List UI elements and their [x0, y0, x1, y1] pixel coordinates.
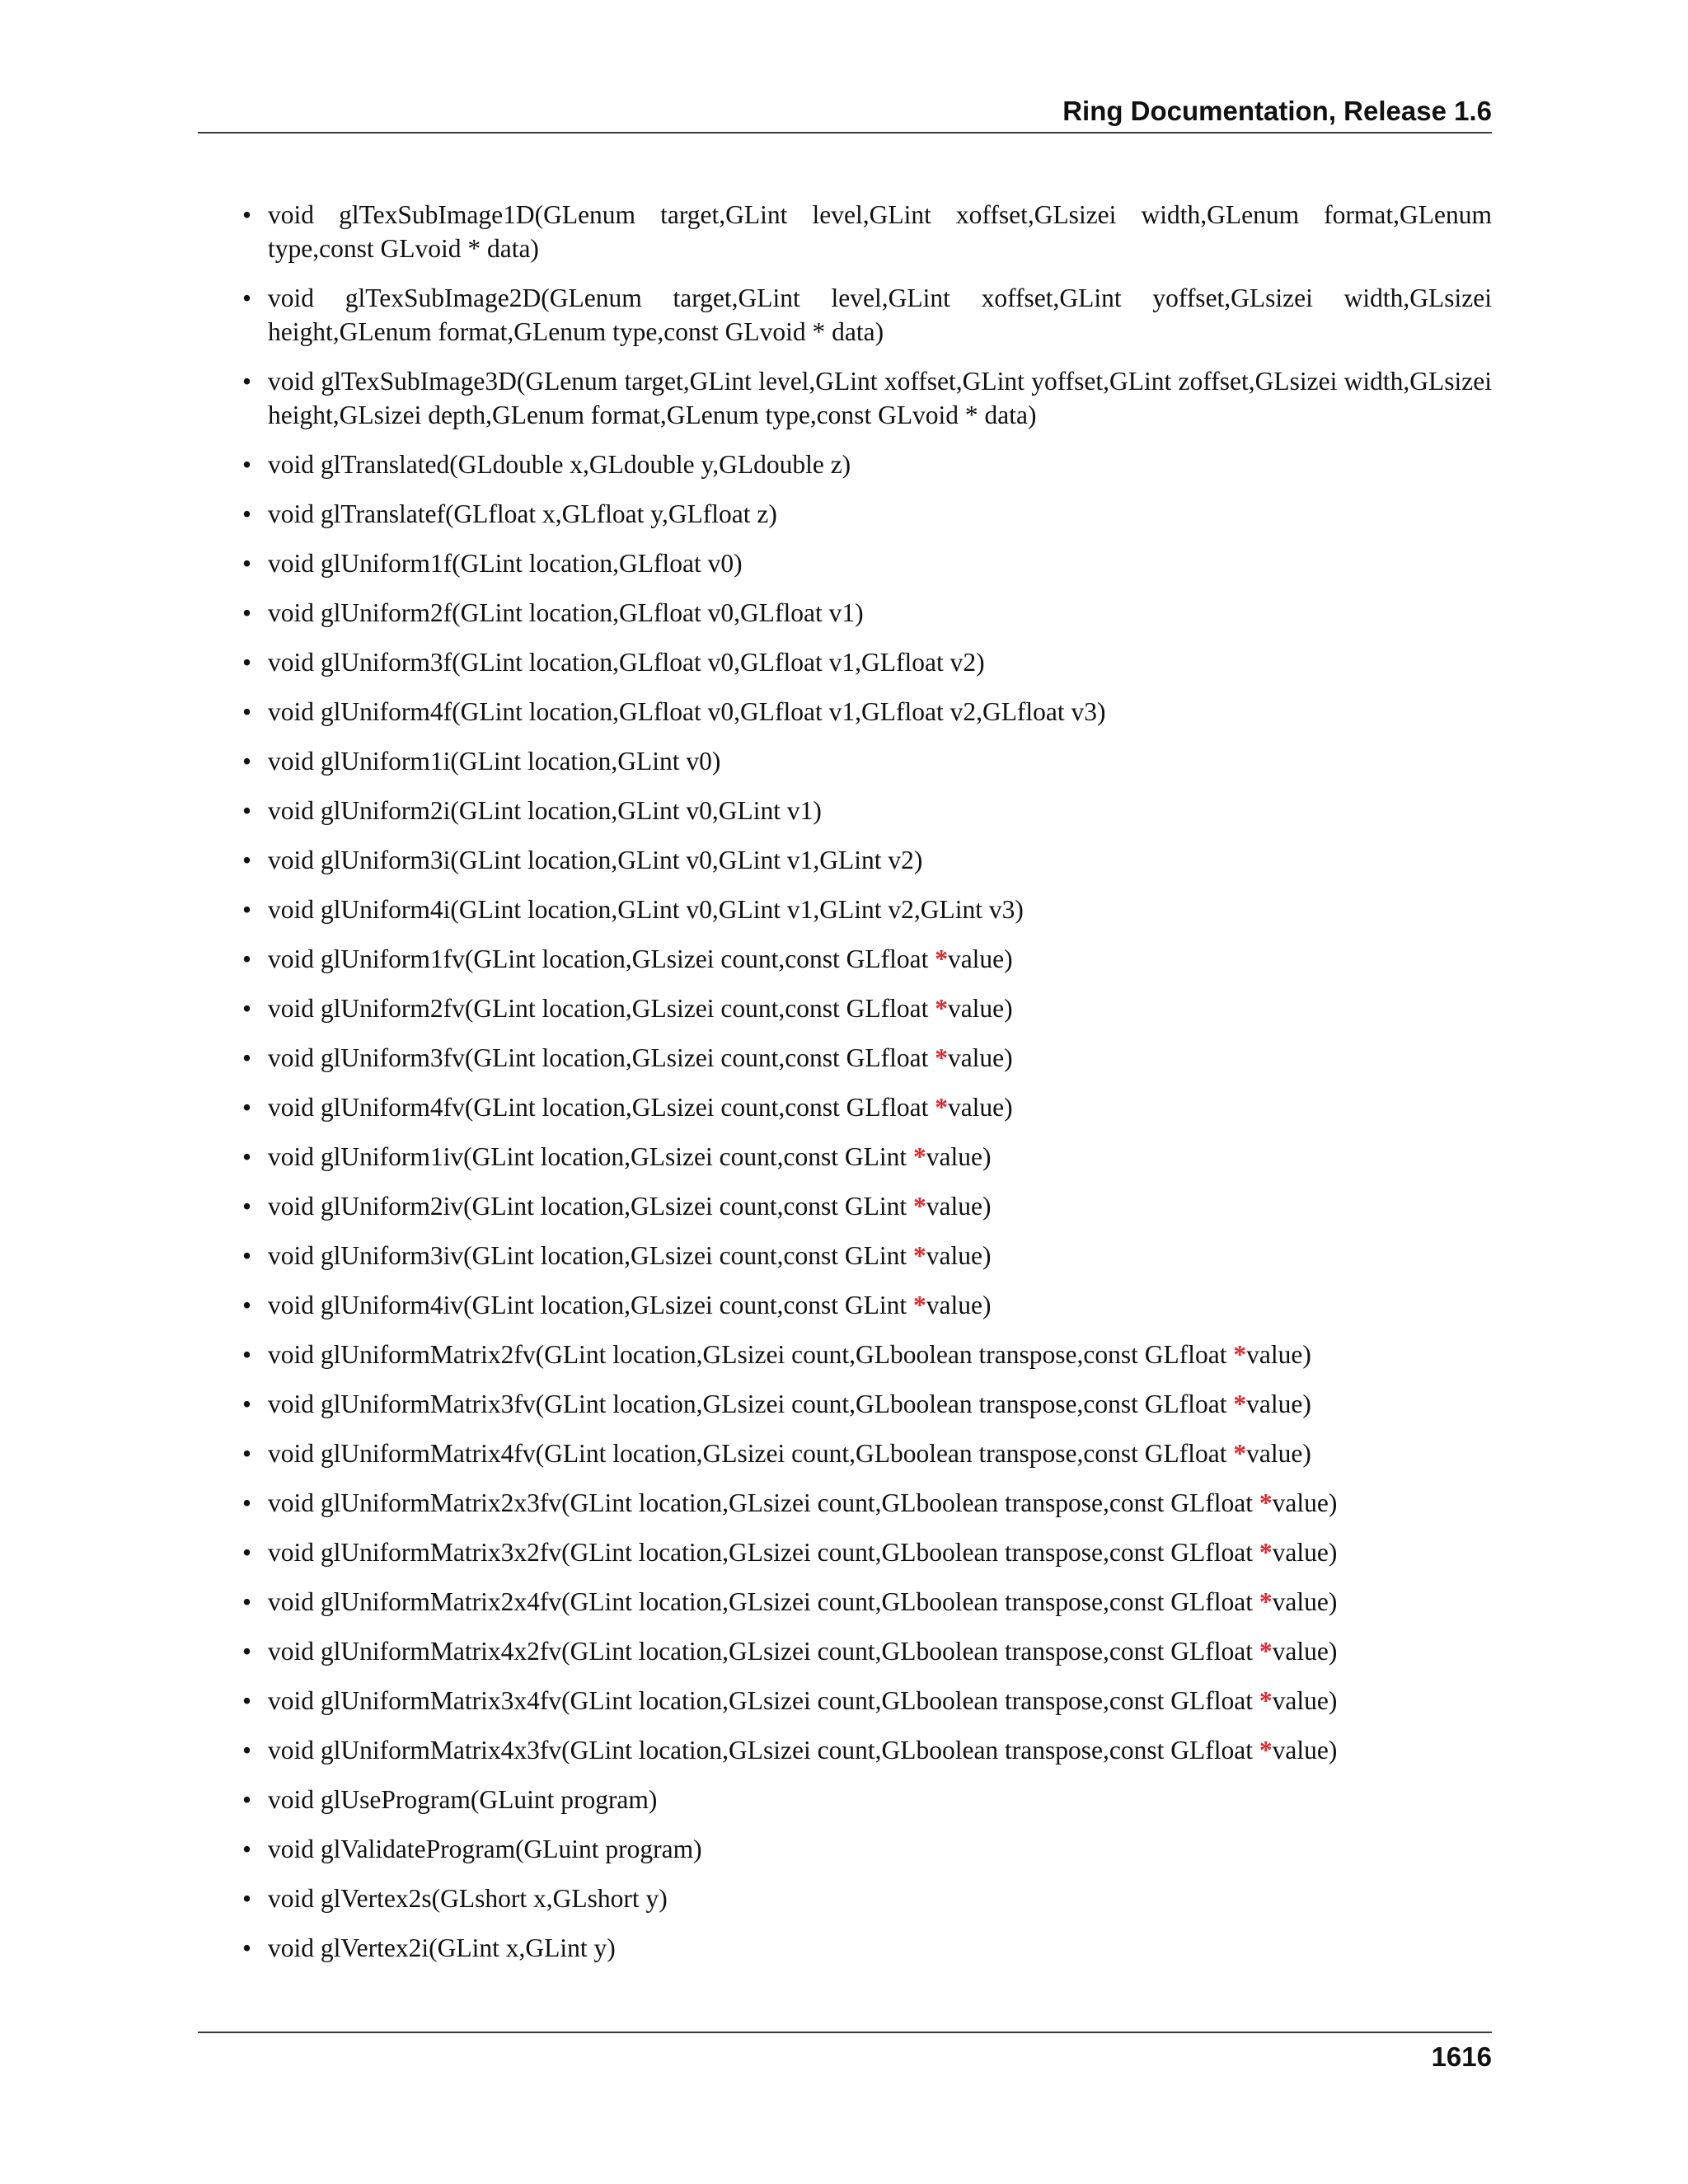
document-title: Ring Documentation, Release 1.6 — [1062, 96, 1492, 126]
function-signature: void glUniform3f(GLint location,GLfloat v0,GLfloat v1,GLfloat v2) — [268, 648, 985, 677]
bullet-icon: • — [242, 1390, 252, 1418]
function-signature-item — [242, 1090, 1492, 1124]
function-list — [242, 198, 1492, 1965]
function-signature-item — [242, 1882, 1492, 1915]
function-signature: void glUniform1f(GLint location,GLfloat v0) — [268, 549, 743, 578]
function-signature: void glValidateProgram(GLuint program) — [268, 1835, 702, 1863]
pointer-asterisk: * — [935, 1043, 948, 1072]
function-signature-end: value) — [1272, 1488, 1338, 1517]
function-signature-end: value) — [926, 1142, 992, 1171]
bullet-icon: • — [242, 1538, 252, 1567]
function-signature-item — [242, 1338, 1492, 1371]
pointer-asterisk: * — [913, 1192, 926, 1221]
bullet-icon: • — [242, 1043, 252, 1072]
function-signature-item — [242, 1387, 1492, 1421]
function-signature-start: void glUniformMatrix2x4fv(GLint location,GLsizei count,GLboolean transpose,const GLfloat — [268, 1587, 1259, 1616]
function-signature-end: value) — [1272, 1587, 1338, 1616]
bullet-icon: • — [242, 499, 252, 528]
bullet-icon: • — [242, 1340, 252, 1369]
pointer-asterisk: * — [1259, 1637, 1273, 1666]
function-signature-item — [242, 1535, 1492, 1569]
function-signature-start: void glUniformMatrix3fv(GLint location,GLsizei count,GLboolean transpose,const GLfloat — [268, 1390, 1234, 1418]
function-signature-item — [242, 1288, 1492, 1322]
function-signature: void glUniform2f(GLint location,GLfloat v0,GLfloat v1) — [268, 598, 864, 627]
function-signature: void glUniform4f(GLint location,GLfloat v0,GLfloat v1,GLfloat v2,GLfloat v3) — [268, 697, 1106, 726]
function-signature-start: void glUniform1fv(GLint location,GLsizei count,const GLfloat — [268, 944, 935, 973]
function-signature-item — [242, 744, 1492, 778]
function-signature-item — [242, 1140, 1492, 1174]
bullet-icon: • — [242, 1835, 252, 1863]
function-signature: void glTexSubImage3D(GLenum target,GLint level,GLint xoffset,GLint yoffset,GLint zoffset,GLsizei width,GLsizei height,GLsizei depth,GLenum format,GLenum type,const GLvoid * data) — [268, 367, 1492, 429]
function-signature-item — [242, 843, 1492, 877]
function-signature-start: void glUniform3fv(GLint location,GLsizei count,const GLfloat — [268, 1043, 935, 1072]
bullet-icon: • — [242, 796, 252, 825]
function-signature-item — [242, 596, 1492, 630]
function-signature: void glVertex2i(GLint x,GLint y) — [268, 1933, 616, 1962]
function-list-section — [242, 198, 1492, 1980]
function-signature-end: value) — [947, 1043, 1013, 1072]
pointer-asterisk: * — [1259, 1488, 1273, 1517]
function-signature-start: void glUniformMatrix4fv(GLint location,GLsizei count,GLboolean transpose,const GLfloat — [268, 1439, 1234, 1468]
pointer-asterisk: * — [1259, 1538, 1273, 1567]
function-signature-item — [242, 991, 1492, 1025]
function-signature-start: void glUniformMatrix3x4fv(GLint location,GLsizei count,GLboolean transpose,const GLfloat — [268, 1686, 1259, 1715]
pointer-asterisk: * — [935, 994, 948, 1023]
function-signature-start: void glUniform2fv(GLint location,GLsizei count,const GLfloat — [268, 994, 935, 1023]
function-signature-end: value) — [1246, 1390, 1311, 1418]
pointer-asterisk: * — [1233, 1340, 1247, 1369]
function-signature-end: value) — [926, 1192, 992, 1221]
function-signature-end: value) — [947, 944, 1013, 973]
bullet-icon: • — [242, 450, 252, 479]
bullet-icon: • — [242, 648, 252, 677]
function-signature-item — [242, 1436, 1492, 1470]
function-signature-item — [242, 893, 1492, 926]
function-signature-start: void glUniformMatrix4x3fv(GLint location,GLsizei count,GLboolean transpose,const GLfloat — [268, 1736, 1259, 1765]
function-signature-end: value) — [1272, 1736, 1338, 1765]
page-number: 1616 — [1431, 2041, 1492, 2072]
function-signature: void glTranslatef(GLfloat x,GLfloat y,GLfloat z) — [268, 499, 777, 528]
function-signature-item — [242, 1733, 1492, 1767]
function-signature: void glTranslated(GLdouble x,GLdouble y,GLdouble z) — [268, 450, 851, 479]
function-signature-item — [242, 448, 1492, 481]
function-signature-item — [242, 364, 1492, 432]
function-signature-end: value) — [947, 1093, 1013, 1122]
function-signature-item — [242, 942, 1492, 976]
function-signature-start: void glUniformMatrix4x2fv(GLint location,GLsizei count,GLboolean transpose,const GLfloat — [268, 1637, 1259, 1666]
bullet-icon: • — [242, 1587, 252, 1616]
pointer-asterisk: * — [913, 1142, 926, 1171]
bullet-icon: • — [242, 1686, 252, 1715]
bullet-icon: • — [242, 1884, 252, 1913]
bullet-icon: • — [242, 549, 252, 578]
pointer-asterisk: * — [1233, 1390, 1247, 1418]
bullet-icon: • — [242, 1142, 252, 1171]
function-signature-start: void glUniform3iv(GLint location,GLsizei count,const GLint — [268, 1241, 913, 1270]
function-signature-start: void glUniform1iv(GLint location,GLsizei count,const GLint — [268, 1142, 913, 1171]
function-signature-item — [242, 1783, 1492, 1816]
pointer-asterisk: * — [913, 1291, 926, 1319]
bullet-icon: • — [242, 200, 252, 229]
bullet-icon: • — [242, 1241, 252, 1270]
function-signature-item — [242, 1189, 1492, 1223]
function-signature: void glUseProgram(GLuint program) — [268, 1785, 658, 1814]
pointer-asterisk: * — [1259, 1736, 1273, 1765]
function-signature: void glTexSubImage1D(GLenum target,GLint level,GLint xoffset,GLsizei width,GLenum format,GLenum type,const GLvoid * data) — [268, 200, 1492, 263]
function-signature-item — [242, 1041, 1492, 1075]
bullet-icon: • — [242, 1933, 252, 1962]
function-signature-item — [242, 1634, 1492, 1668]
function-signature-start: void glUniformMatrix2x3fv(GLint location,GLsizei count,GLboolean transpose,const GLfloat — [268, 1488, 1259, 1517]
function-signature-item — [242, 497, 1492, 531]
function-signature-item — [242, 198, 1492, 265]
bullet-icon: • — [242, 697, 252, 726]
bullet-icon: • — [242, 846, 252, 874]
bullet-icon: • — [242, 994, 252, 1023]
bullet-icon: • — [242, 1785, 252, 1814]
bullet-icon: • — [242, 1637, 252, 1666]
function-signature-item — [242, 1239, 1492, 1272]
function-signature-end: value) — [947, 994, 1013, 1023]
function-signature-item — [242, 794, 1492, 827]
bullet-icon: • — [242, 1439, 252, 1468]
bullet-icon: • — [242, 367, 252, 396]
bullet-icon: • — [242, 747, 252, 776]
function-signature-end: value) — [1272, 1686, 1338, 1715]
bullet-icon: • — [242, 598, 252, 627]
pointer-asterisk: * — [935, 1093, 948, 1122]
function-signature: void glUniform2i(GLint location,GLint v0,GLint v1) — [268, 796, 822, 825]
function-signature-item — [242, 645, 1492, 679]
function-signature-end: value) — [1246, 1439, 1311, 1468]
page-footer — [198, 2032, 1492, 2072]
function-signature-end: value) — [926, 1291, 992, 1319]
function-signature-item — [242, 1684, 1492, 1718]
function-signature-item — [242, 281, 1492, 349]
function-signature-start: void glUniform4iv(GLint location,GLsizei count,const GLint — [268, 1291, 913, 1319]
function-signature-item — [242, 546, 1492, 580]
function-signature-start: void glUniformMatrix2fv(GLint location,GLsizei count,GLboolean transpose,const GLfloat — [268, 1340, 1234, 1369]
bullet-icon: • — [242, 1488, 252, 1517]
pointer-asterisk: * — [913, 1241, 926, 1270]
function-signature-start: void glUniform4fv(GLint location,GLsizei count,const GLfloat — [268, 1093, 935, 1122]
function-signature-item — [242, 1931, 1492, 1965]
pointer-asterisk: * — [1233, 1439, 1247, 1468]
function-signature-item — [242, 1486, 1492, 1520]
bullet-icon: • — [242, 1736, 252, 1765]
function-signature: void glUniform1i(GLint location,GLint v0) — [268, 747, 721, 776]
bullet-icon: • — [242, 284, 252, 312]
bullet-icon: • — [242, 944, 252, 973]
function-signature: void glUniform4i(GLint location,GLint v0,GLint v1,GLint v2,GLint v3) — [268, 895, 1024, 924]
pointer-asterisk: * — [1259, 1587, 1273, 1616]
pointer-asterisk: * — [935, 944, 948, 973]
function-signature-end: value) — [1272, 1538, 1338, 1567]
bullet-icon: • — [242, 895, 252, 924]
function-signature-end: value) — [926, 1241, 992, 1270]
function-signature-start: void glUniformMatrix3x2fv(GLint location,GLsizei count,GLboolean transpose,const GLfloat — [268, 1538, 1259, 1567]
bullet-icon: • — [242, 1291, 252, 1319]
function-signature-end: value) — [1272, 1637, 1338, 1666]
page-header — [198, 89, 1492, 134]
pointer-asterisk: * — [1259, 1686, 1273, 1715]
function-signature: void glVertex2s(GLshort x,GLshort y) — [268, 1884, 668, 1913]
function-signature-end: value) — [1246, 1340, 1311, 1369]
function-signature-start: void glUniform2iv(GLint location,GLsizei count,const GLint — [268, 1192, 913, 1221]
function-signature: void glTexSubImage2D(GLenum target,GLint level,GLint xoffset,GLint yoffset,GLsizei width,GLsizei height,GLenum format,GLenum type,const GLvoid * data) — [268, 284, 1492, 346]
bullet-icon: • — [242, 1192, 252, 1221]
function-signature-item — [242, 1832, 1492, 1866]
function-signature-item — [242, 695, 1492, 729]
function-signature: void glUniform3i(GLint location,GLint v0,GLint v1,GLint v2) — [268, 846, 923, 874]
bullet-icon: • — [242, 1093, 252, 1122]
function-signature-item — [242, 1585, 1492, 1619]
